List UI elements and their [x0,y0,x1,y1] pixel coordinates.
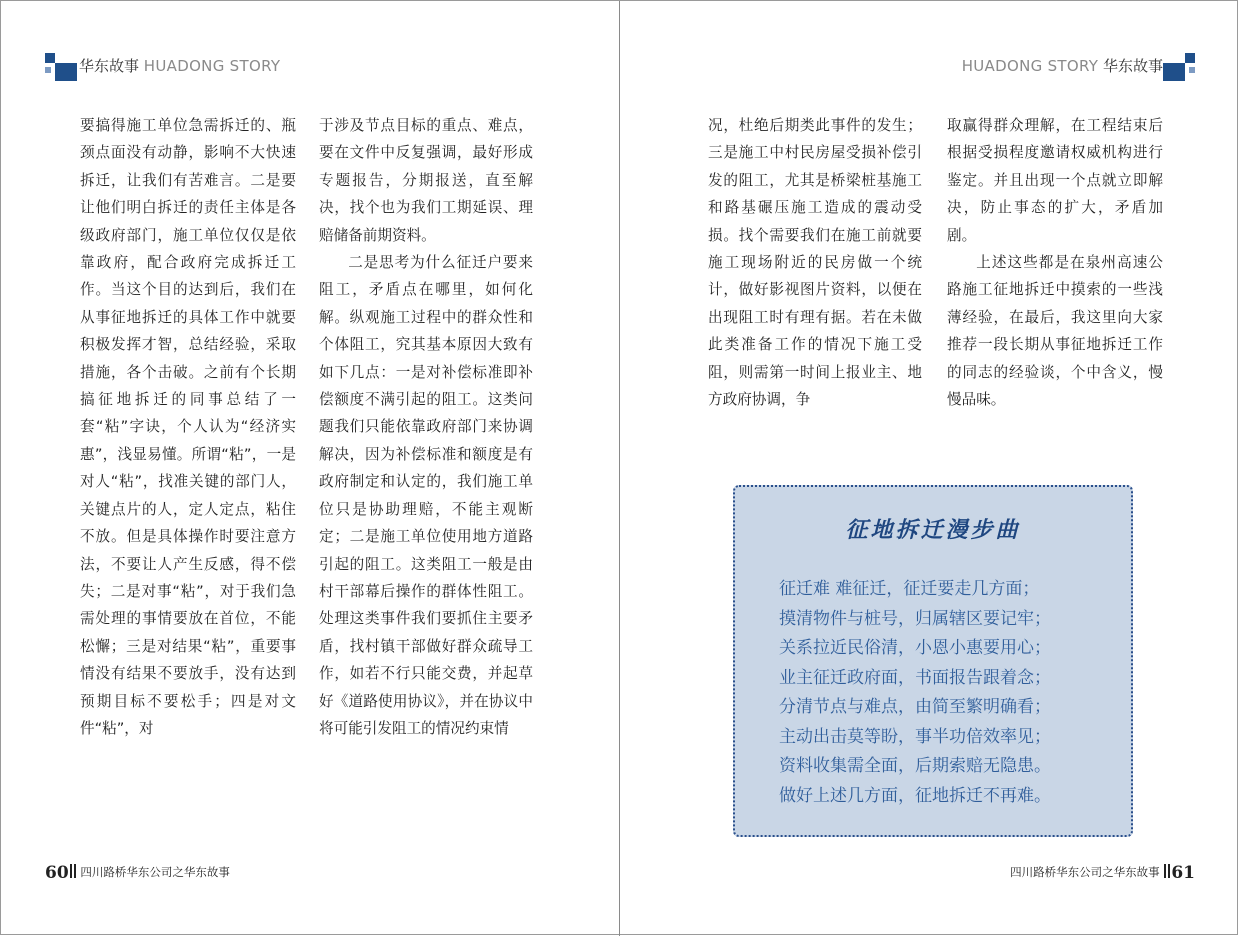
right-page-footer [1010,863,1195,883]
text-column-2 [319,112,533,742]
poem-line: 分清节点与难点，由简至繁明确看； [779,697,1051,717]
square-logo-icon [45,53,77,81]
header-title-en: HUADONG STORY [961,57,1099,75]
header-title-cn: 华东故事 [79,57,140,75]
paragraph: 二是思考为什么征迁户要来阻工，矛盾点在哪里，如何化解。纵观施工过程中的群众性和个体阻工，究其基本原因大致有如下几点：一是对补偿标准即补偿额度不满引起的阻工。这类问题我们只能依靠政府部门来协调解决，因为补偿标准和额度是有政府制定和认定的，我们施工单位只是协助理赔，不能主观断定；二是施工单位使用地方道路引起的阻工。这类阻工一般是由村干部幕后操作的群体性阻工。处理这类事件我们要抓住主要矛盾，找村镇干部做好群众疏导工作，如若不行只能交费，并起草好《道路使用协议》，并在协议中将可能引发阻工的情况约束情 [319,254,533,737]
page-number: 61 [1171,863,1195,883]
poem-line: 关系拉近民俗清，小恩小惠要用心； [779,638,1051,658]
paragraph: 上述这些都是在泉州高速公路施工征地拆迁中摸索的一些浅薄经验，在最后，我这里向大家推荐一段长期从事征地拆迁工作的同志的经验谈，个中含义，慢慢品味。 [947,254,1163,409]
left-page-header [79,55,280,76]
header-title-cn: 华东故事 [1102,57,1163,75]
poem-title: 征地拆迁漫步曲 [845,518,1021,543]
page-number: 60 [45,863,69,883]
poem-line: 征迁难 难征迁，征迁要走几方面； [779,579,1040,599]
poem-line: 主动出击莫等盼，事半功倍效率见； [779,726,1051,747]
paragraph: 况，杜绝后期类此事件的发生；三是施工中村民房屋受损补偿引发的阻工，尤其是桥梁桩基施工和路基碾压施工造成的震动受损。找个需要我们在施工前就要施工现场附近的民房做一个统计，做好影视图片资料，以便在出现阻工时有理有据。若在未做此类准备工作的情况下施工受阻，则需第一时间上报业主、地方政府协调，争 [708,117,922,409]
paragraph: 要搞得施工单位急需拆迁的、瓶颈点面没有动静，影响不大快速拆迁，让我们有苦难言。二是要让他们明白拆迁的责任主体是各级政府部门，施工单位仅仅是依靠政府，配合政府完成拆迁工作。当这个目的达到后，我们在从事征地拆迁的具体工作中就要积极发挥才智，总结经验，采取措施，各个击破。之前有个长期搞征地拆迁的同事总结了一套“粘”字诀，个人认为“经济实惠”，浅显易懂。所谓“粘”，一是对人“粘”，找准关键的部门人，关键点片的人，定人定点，粘住不放。但是具体操作时要注意方法，不要让人产生反感，得不偿失；二是对事“粘”，对于我们急需处理的事情要放在首位，不能松懈；三是对结果“粘”，重要事情没有结果不要放手，没有达到预期目标不要松手；四是对文件“粘”，对 [80,117,296,737]
poem-line: 业主征迁政府面，书面报告跟着念； [779,667,1051,688]
footer-title: 四川路桥华东公司之华东故事 [80,865,230,879]
text-column-3 [708,112,922,413]
square-logo-icon [1163,53,1195,81]
poem-line: 资料收集需全面，后期索赔无隐患。 [779,756,1051,776]
paragraph: 取赢得群众理解，在工程结束后根据受损程度邀请权威机构进行鉴定。并且出现一个点就立即解决，防止事态的扩大，矛盾加剧。 [947,117,1163,244]
footer-title: 四川路桥华东公司之华东故事 [1010,865,1160,879]
right-page-header [962,55,1163,76]
left-page-footer [45,863,230,883]
poem-line: 摸清物件与桩号，归属辖区要记牢； [779,608,1051,629]
text-column-1 [80,112,296,742]
poem-lines [779,575,1051,811]
paragraph: 于涉及节点目标的重点、难点，要在文件中反复强调，最好形成专题报告，分期报送，直至解决，找个也为我们工期延误、理赔储备前期资料。 [319,117,533,244]
poem-line: 做好上述几方面，征地拆迁不再难。 [779,785,1051,806]
poem-box [733,485,1133,837]
header-title-en: HUADONG STORY [143,57,281,75]
page-gutter [619,1,620,936]
text-column-4 [947,112,1163,413]
